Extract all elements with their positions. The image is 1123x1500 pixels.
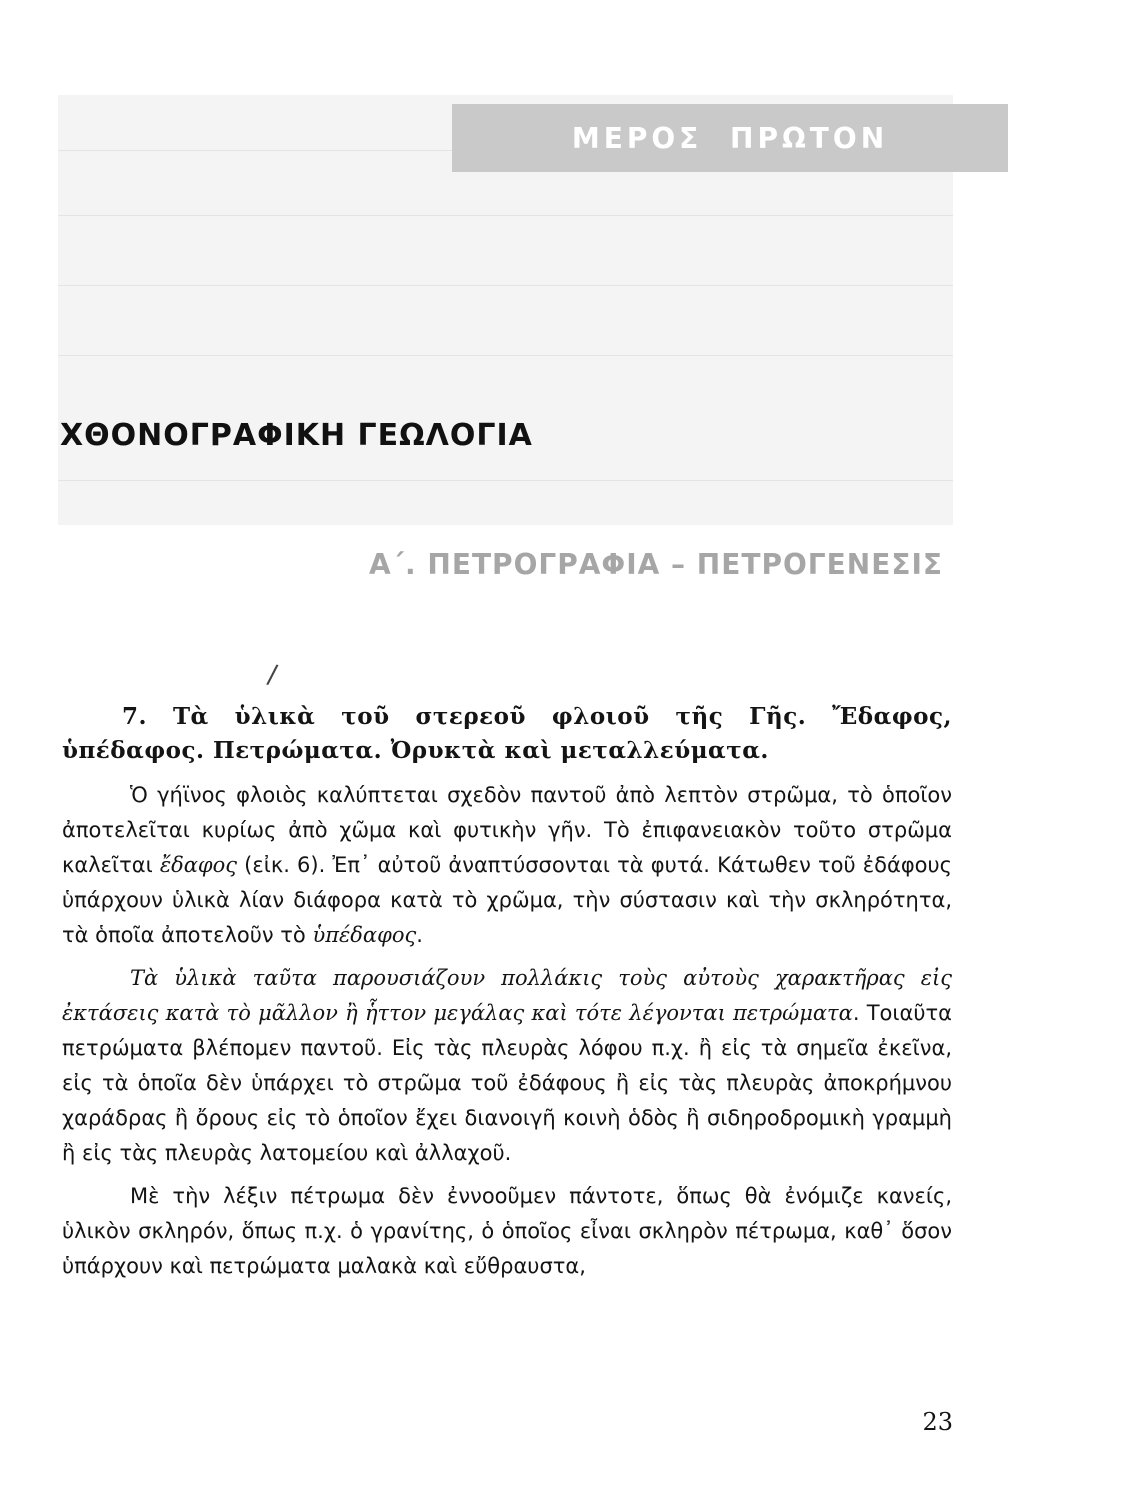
pen-mark: / — [265, 659, 280, 691]
show-through-line — [58, 285, 953, 286]
show-through-line — [58, 480, 953, 481]
subsection-heading: 7. Τὰ ὑλικὰ τοῦ στερεοῦ φλοιοῦ τῆς Γῆς. Ἔδαφος, ὑπέδαφος. Πετρώματα. Ὀρυκτὰ καὶ μεταλλεύματα. — [62, 703, 952, 764]
part-banner-label: ΜΕΡΟΣ ΠΡΩΤΟΝ — [571, 121, 889, 155]
show-through-line — [58, 355, 953, 356]
paragraph-1-text-c: . — [416, 923, 423, 947]
definition-petromata: Τὰ ὑλικὰ ταῦτα παρουσιάζουν πολλάκις τοὺς αὐτοὺς χαρακτῆρας εἰς ἐκτάσεις κατὰ τὸ μᾶλλον ἢ ἧττον μεγάλας καὶ τότε λέγονται πετρώματα — [62, 966, 952, 1025]
paragraph-2-text: . Τοιαῦτα πετρώματα βλέπομεν παντοῦ. Εἰς τὰς πλευρὰς λόφου π.χ. ἢ εἰς τὰ σημεῖα ἐκεῖνα, εἰς τὰ ὁποῖα δὲν ὑπάρχει τὸ στρῶμα τοῦ ἐδάφους ἢ εἰς τὰς πλευρὰς ἀποκρήμνου χαράδρας ἢ ὄρους εἰς τὸ ὁποῖον ἔχει διανοιγῆ κοινὴ ὁδὸς ἢ σιδηροδρομικὴ γραμμὴ ἢ εἰς τὰς πλευρὰς λατομείου καὶ ἀλλαχοῦ. — [62, 1001, 952, 1165]
main-title: ΧΘΟΝΟΓΡΑΦΙΚΗ ΓΕΩΛΟΓΙΑ — [60, 418, 533, 453]
page-body — [62, 700, 952, 1284]
part-banner — [452, 104, 1008, 172]
term-edafos: ἔδαφος — [159, 853, 238, 877]
show-through-line — [58, 215, 953, 216]
section-title: Α΄. ΠΕΤΡΟΓΡΑΦΙΑ – ΠΕΤΡΟΓΕΝΕΣΙΣ — [368, 548, 943, 581]
paragraph-3: Μὲ τὴν λέξιν πέτρωμα δὲν ἐννοοῦμεν πάντοτε, ὅπως θὰ ἐνόμιζε κανείς, ὑλικὸν σκληρόν, ὅπως π.χ. ὁ γρανίτης, ὁ ὁποῖος εἶναι σκληρὸν πέτρωμα, καθ᾿ ὅσον ὑπάρχουν καὶ πετρώματα μαλακὰ καὶ εὔθραυστα, — [62, 1184, 952, 1278]
paragraph-1-text-b: (εἰκ. 6). Ἐπ᾿ αὐτοῦ ἀναπτύσσονται τὰ φυτά. Κάτωθεν τοῦ ἐδάφους ὑπάρχουν ὑλικὰ λίαν διάφορα κατὰ τὸ χρῶμα, τὴν σύστασιν καὶ τὴν σκληρότητα, τὰ ὁποῖα ἀποτελοῦν τὸ — [62, 853, 952, 947]
page-number: 23 — [922, 1408, 953, 1436]
paragraph-1-text-a: Ὁ γήϊνος φλοιὸς καλύπτεται σχεδὸν παντοῦ ἀπὸ λεπτὸν στρῶμα, τὸ ὁποῖον ἀποτελεῖται κυρίως ἀπὸ χῶμα καὶ φυτικὴν γῆν. Τὸ ἐπιφανειακὸν τοῦτο στρῶμα καλεῖται — [62, 783, 952, 877]
paragraph-2 — [62, 961, 952, 1171]
term-ypedafos: ὑπέδαφος — [312, 923, 417, 947]
paragraph-1 — [62, 778, 952, 953]
